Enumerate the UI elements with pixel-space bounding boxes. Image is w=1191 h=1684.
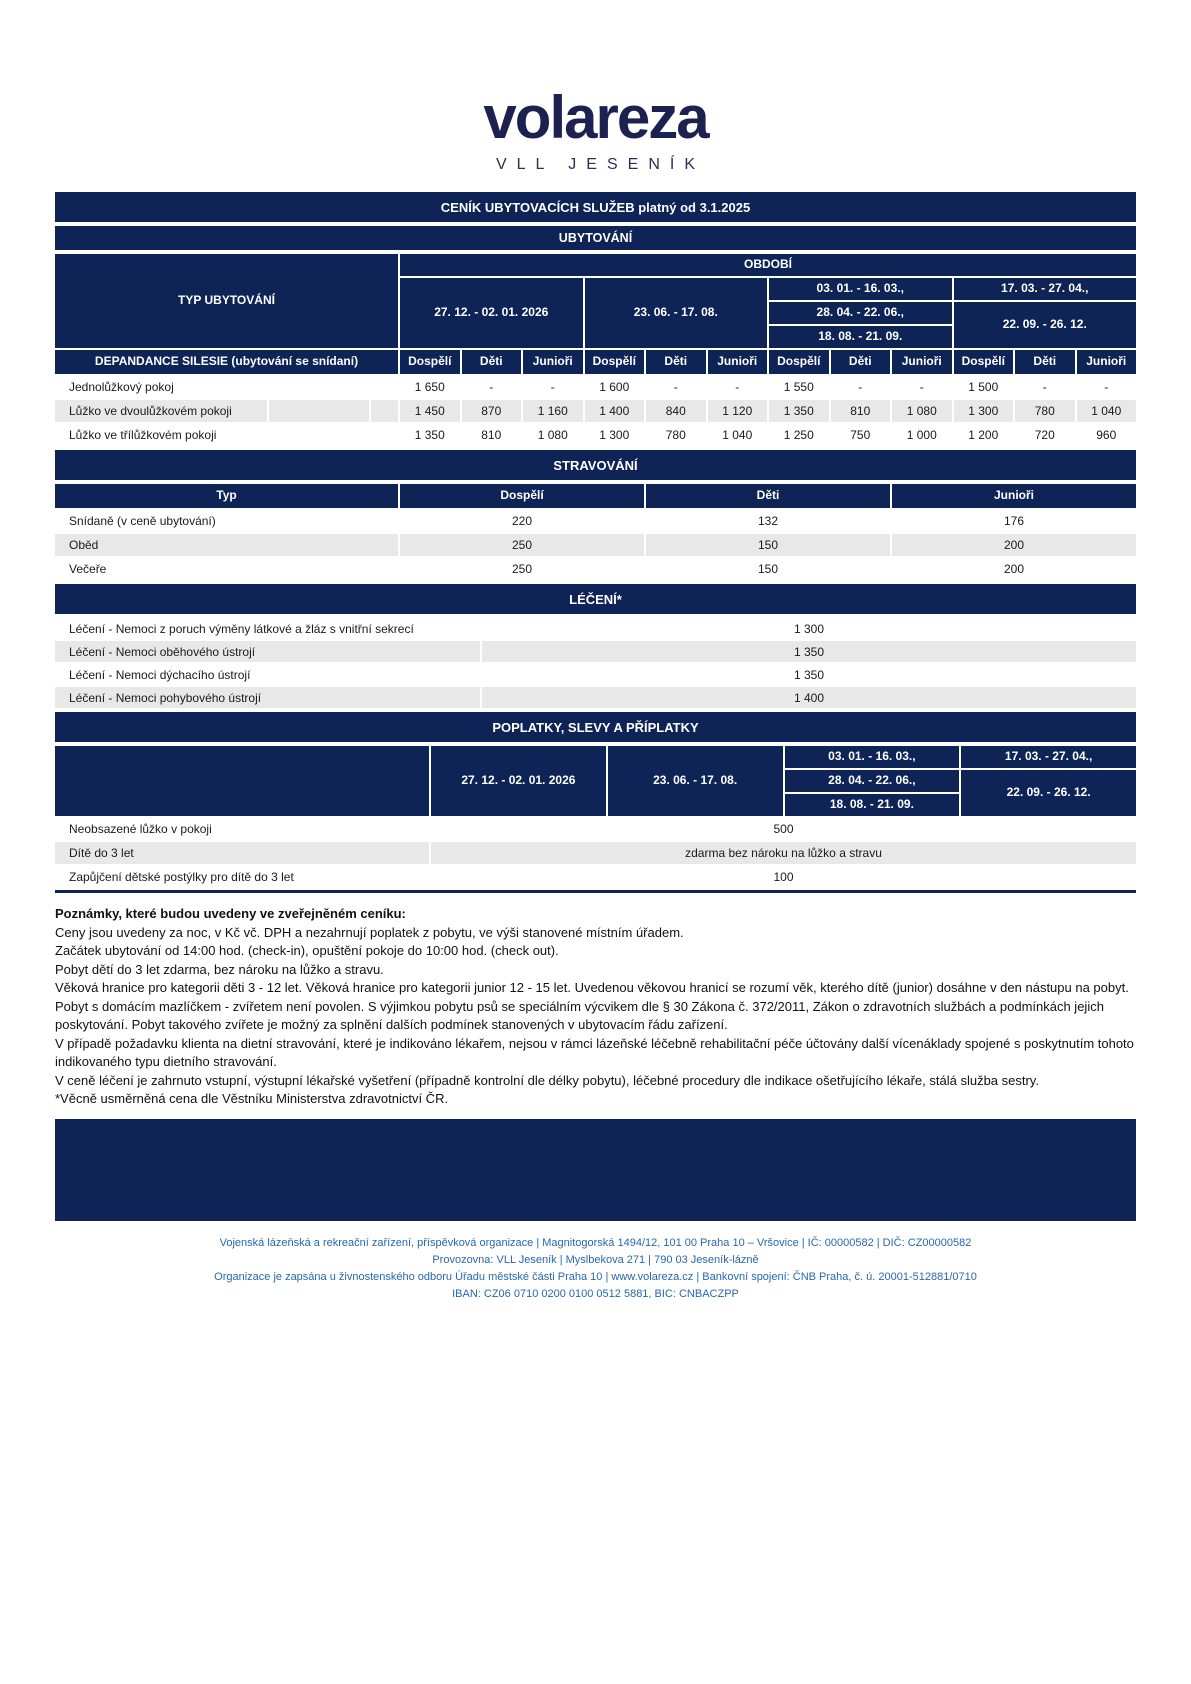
price-cell: 720 [1034, 428, 1055, 442]
period-cell: 03. 01. - 16. 03., [785, 746, 960, 768]
type-header-cell: TYP UBYTOVÁNÍ [55, 254, 398, 348]
price-cell: - [1104, 380, 1109, 394]
price-cell: 500 [773, 822, 794, 836]
price-cell: 1 400 [482, 687, 1136, 708]
price-cell: 1 350 [769, 400, 829, 422]
price-cell: 1 250 [783, 428, 814, 442]
price-cell: 1 450 [400, 400, 460, 422]
note-line: Věková hranice pro kategorii děti 3 - 12 let. Věková hranice pro kategorii junior 12 - 15 let. Uvedenou věkovou hranicí se rozumí věk, kterého dítě (junior) dosáhne v den nástupu na pobyt. [55, 980, 1129, 995]
column-header-cell: Junioři [892, 484, 1136, 508]
fees-table [55, 818, 1136, 888]
row-label: Léčení - Nemoci pohybového ústrojí [55, 687, 480, 708]
footer-line: Organizace je zapsána u živnostenského odboru Úřadu městské části Praha 10 | www.volareza.cz | Bankovní spojení: ČNB Praha, č. ú. 20001-512881/0710 [214, 1270, 977, 1283]
column-header-cell: Děti [646, 484, 890, 508]
note-line: Začátek ubytování od 14:00 hod. (check-in), opuštění pokoje do 10:00 hod. (check out). [55, 943, 559, 958]
period-cell: 28. 04. - 22. 06., [769, 302, 952, 324]
price-cell: 780 [1015, 400, 1075, 422]
price-cell: 810 [481, 428, 502, 442]
price-cell: 1 350 [414, 428, 445, 442]
empty-header-cell [55, 746, 429, 816]
price-cell: 960 [1096, 428, 1117, 442]
period-cell: 23. 06. - 17. 08. [608, 746, 783, 816]
footer-band [55, 1119, 1136, 1221]
price-cell: 1 160 [523, 400, 583, 422]
price-cell: - [735, 380, 740, 394]
period-cell: 18. 08. - 21. 09. [785, 794, 960, 816]
note-line: Pobyt dětí do 3 let zdarma, bez nároku na lůžko a stravu. [55, 961, 384, 977]
note-line: Pobyt s domácím mazlíčkem - zvířetem není povolen. S výjimkou pobytu psů se speciálním výcvikem dle § 30 Zákona č. 372/2011, Zákon o zdravotních službách a podmínkách jejich poskytování. Pobyt takového zvířete je možný za splnění dalších podmínek stanovených v ubytovacím řádu zařízení. [55, 998, 1104, 1032]
column-header-cell: Junioři [708, 350, 768, 374]
section-title-leceni: LÉČENÍ* [55, 584, 1136, 614]
price-cell: - [1042, 380, 1047, 394]
row-label: Večeře [69, 562, 107, 576]
price-cell: 1 400 [585, 400, 645, 422]
price-cell: 200 [892, 534, 1136, 556]
price-cell: 1 500 [968, 380, 999, 394]
price-cell: 1 080 [892, 400, 952, 422]
treatment-table [55, 618, 1136, 708]
column-header-cell: Děti [831, 350, 891, 374]
column-header-cell: Dospělí [400, 484, 644, 508]
price-cell: - [550, 380, 555, 394]
row-label: Neobsazené lůžko v pokoji [69, 822, 212, 836]
notes-block [55, 905, 1136, 1109]
price-cell: - [673, 380, 678, 394]
period-cell: 17. 03. - 27. 04., [961, 746, 1136, 768]
price-cell: 176 [1003, 514, 1025, 528]
column-header-cell: Dospělí [769, 350, 829, 374]
price-cell: 220 [511, 514, 533, 528]
price-cell: 1 200 [968, 428, 999, 442]
section-title-ubytovani: UBYTOVÁNÍ [55, 226, 1136, 250]
price-cell: 1 300 [954, 400, 1014, 422]
price-cell: - [919, 380, 924, 394]
price-cell: 150 [757, 562, 779, 576]
logo [0, 0, 1191, 174]
price-cell: 1 600 [599, 380, 630, 394]
row-label: Oběd [55, 534, 398, 556]
period-cell: 23. 06. - 17. 08. [585, 278, 768, 348]
price-cell: 750 [850, 428, 871, 442]
column-header-cell: Junioři [892, 350, 952, 374]
period-cell: 22. 09. - 26. 12. [961, 770, 1136, 816]
price-cell: - [858, 380, 863, 394]
note-line: V případě požadavku klienta na dietní stravování, které je indikováno lékařem, nejsou v rámci lázeňské léčebně rehabilitační péče účtovány další vícenáklady spojené s poskytnutím tohoto indikovaného typu dietního stravování. [55, 1035, 1134, 1069]
price-cell: 132 [757, 514, 779, 528]
footer-info [55, 1235, 1136, 1303]
section-title-poplatky: POPLATKY, SLEVY A PŘÍPLATKY [55, 712, 1136, 742]
price-cell: 1 350 [482, 641, 1136, 662]
accommodation-table [55, 350, 1136, 446]
price-cell: 1 300 [793, 621, 825, 636]
fees-period-header [55, 746, 1136, 816]
subtable-header-cell: DEPANDANCE SILESIE (ubytování se snídaní) [55, 350, 398, 374]
column-header-cell: Dospělí [954, 350, 1014, 374]
price-cell: 1 040 [1077, 400, 1137, 422]
period-header-cell: OBDOBÍ [400, 254, 1136, 276]
period-cell: 27. 12. - 02. 01. 2026 [431, 746, 606, 816]
column-header-cell: Dospělí [400, 350, 460, 374]
row-label: Lůžko ve třílůžkovém pokoji [69, 428, 217, 442]
column-header-cell: Dospělí [585, 350, 645, 374]
row-label: Léčení - Nemoci oběhového ústrojí [55, 641, 480, 662]
price-cell: 1 300 [599, 428, 630, 442]
note-line: Ceny jsou uvedeny za noc, v Kč vč. DPH a nezahrnují poplatek z pobytu, ve výši stanovené místním úřadem. [55, 924, 684, 940]
column-header-cell: Junioři [523, 350, 583, 374]
footer-line: Provozovna: VLL Jeseník | Myslbekova 271 | 790 03 Jeseník-lázně [432, 1253, 759, 1266]
price-cell: 250 [511, 562, 533, 576]
price-cell: 870 [462, 400, 522, 422]
period-cell: 03. 01. - 16. 03., [769, 278, 952, 300]
row-label: Dítě do 3 let [55, 842, 429, 864]
price-cell: 780 [665, 428, 686, 442]
price-cell: 1 650 [414, 380, 445, 394]
period-cell: 18. 08. - 21. 09. [769, 326, 952, 348]
price-cell: 1 080 [537, 428, 568, 442]
notes-title: Poznámky, které budou uvedeny ve zveřejněném ceníku: [55, 906, 406, 921]
row-label: Zapůjčení dětské postýlky pro dítě do 3 let [69, 870, 294, 884]
price-cell: 200 [1003, 562, 1025, 576]
brand-subtitle: VLL JESENÍK [495, 156, 705, 173]
column-header-cell: Děti [462, 350, 522, 374]
period-cell: 28. 04. - 22. 06., [785, 770, 960, 792]
row-label: Léčení - Nemoci z poruch výměny látkové a žláz s vnitřní sekrecí [69, 621, 414, 636]
pricelist-title-bar: CENÍK UBYTOVACÍCH SLUŽEB platný od 3.1.2025 [55, 192, 1136, 222]
price-cell: - [489, 380, 494, 394]
price-table-area [55, 192, 1136, 1303]
price-cell: zdarma bez nároku na lůžko a stravu [431, 842, 1136, 864]
row-label: Lůžko ve dvoulůžkovém pokoji [55, 400, 398, 422]
note-line: V ceně léčení je zahrnuto vstupní, výstupní lékařské vyšetření (případně kontrolní dle délky pobytu), léčebné procedury dle indikace ošetřujícího lékaře, stálá služba sestry. [55, 1072, 1039, 1088]
price-cell: 250 [400, 534, 644, 556]
price-cell: 1 120 [708, 400, 768, 422]
brand-wordmark: volareza [483, 84, 708, 151]
table-bottom-border [55, 890, 1136, 893]
accommodation-period-header [55, 254, 1136, 348]
column-header-cell: Děti [1015, 350, 1075, 374]
column-header-cell: Junioři [1077, 350, 1137, 374]
footer-line: Vojenská lázeňská a rekreační zařízení, příspěvková organizace | Magnitogorská 1494/12, 101 00 Praha 10 – Vršovice | IČ: 00000582 | DIČ: CZ00000582 [219, 1236, 972, 1249]
column-header-cell: Děti [646, 350, 706, 374]
row-label: Léčení - Nemoci dýchacího ústrojí [69, 667, 251, 682]
row-label: Jednolůžkový pokoj [69, 380, 174, 394]
price-cell: 1 350 [793, 667, 825, 682]
row-label: Snídaně (v ceně ubytování) [69, 514, 216, 528]
price-cell: 810 [831, 400, 891, 422]
section-title-stravovani: STRAVOVÁNÍ [55, 450, 1136, 480]
price-cell: 840 [646, 400, 706, 422]
column-header-cell: Typ [55, 484, 398, 508]
period-cell: 17. 03. - 27. 04., [954, 278, 1137, 300]
price-cell: 1 000 [906, 428, 937, 442]
price-cell: 100 [773, 870, 794, 884]
price-cell: 1 550 [783, 380, 814, 394]
period-cell: 22. 09. - 26. 12. [954, 302, 1137, 348]
meals-table [55, 484, 1136, 580]
period-cell: 27. 12. - 02. 01. 2026 [400, 278, 583, 348]
footer-line: IBAN: CZ06 0710 0200 0100 0512 5881, BIC: CNBACZPP [452, 1287, 739, 1300]
price-cell: 150 [646, 534, 890, 556]
price-cell: 1 040 [722, 428, 753, 442]
note-line: *Věcně usměrněná cena dle Věstníku Ministerstva zdravotnictví ČR. [55, 1091, 449, 1106]
